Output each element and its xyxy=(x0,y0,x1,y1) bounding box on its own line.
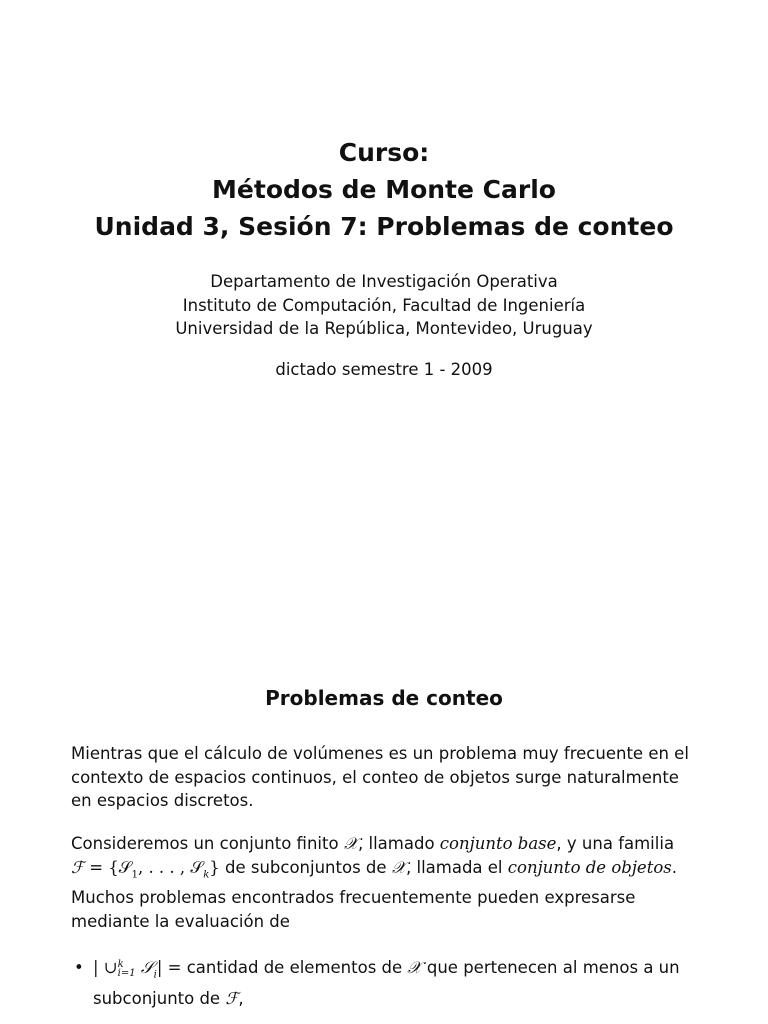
math-expression: } xyxy=(209,857,220,877)
math-limits xyxy=(118,960,136,978)
bullet-icon: • xyxy=(74,958,84,977)
paragraph-definitions xyxy=(71,832,711,933)
text-run: = cantidad de elementos de xyxy=(162,958,408,977)
section-title: Problemas de conteo xyxy=(265,686,503,710)
course-name: Métodos de Monte Carlo xyxy=(212,175,556,204)
math-symbol-x: 𝒳 xyxy=(343,834,359,853)
emphasis-term: conjunto de objetos xyxy=(507,857,672,877)
content-slide xyxy=(0,640,768,1024)
text-run: que pertenecen al menos a un xyxy=(421,958,680,977)
math-expression: , . . . , 𝒮 xyxy=(137,857,204,877)
math-superscript: k xyxy=(117,958,124,970)
department: Departamento de Investigación Operativa xyxy=(210,272,558,291)
math-expression: = {𝒮 xyxy=(83,857,132,877)
text-run: , xyxy=(238,988,244,1008)
math-subscript: 1 xyxy=(131,868,138,880)
bullet-line xyxy=(93,987,721,1011)
math-subscript: k xyxy=(203,868,210,880)
paragraph-line xyxy=(71,832,711,856)
paragraph-line: en espacios discretos. xyxy=(71,791,254,810)
text-run: Consideremos un conjunto finito xyxy=(71,834,344,853)
affiliation xyxy=(0,270,768,341)
course-label: Curso: xyxy=(338,138,430,167)
text-run: subconjunto de xyxy=(93,988,226,1008)
math-subscript: i=1 xyxy=(117,967,136,979)
list-item xyxy=(71,956,721,1010)
university: Universidad de la República, Montevideo, Uruguay xyxy=(175,319,593,338)
text-run: , llamado xyxy=(358,834,440,853)
math-symbol-f: ℱ xyxy=(225,988,239,1008)
text-run: , llamada el xyxy=(406,857,508,877)
paragraph-line: Muchos problemas encontrados frecuentemente pueden expresarse xyxy=(71,888,636,908)
paragraph-line: contexto de espacios continuos, el conteo de objetos surge naturalmente xyxy=(71,767,679,787)
paragraph-line: mediante la evaluación de xyxy=(71,911,290,931)
text-run: , y una familia xyxy=(556,834,675,853)
bullet-list xyxy=(71,956,721,1010)
semester-note: dictado semestre 1 - 2009 xyxy=(275,360,493,379)
institute: Instituto de Computación, Facultad de Ingeniería xyxy=(182,295,586,315)
math-expression: | ∪ xyxy=(93,958,118,977)
paragraph-line: Mientras que el cálculo de volúmenes es un problema muy frecuente en el xyxy=(71,744,689,763)
math-symbol-x: 𝒳 xyxy=(407,958,422,977)
title-block xyxy=(0,134,768,245)
paragraph-line xyxy=(71,856,711,887)
math-symbol-s: 𝒮 xyxy=(135,958,154,977)
math-subscript: i xyxy=(153,969,157,981)
math-expression: | xyxy=(156,958,163,977)
session-title: Unidad 3, Sesión 7: Problemas de conteo xyxy=(94,212,674,241)
math-symbol-x: 𝒳 xyxy=(391,857,406,877)
math-symbol-f: ℱ xyxy=(71,857,84,877)
paragraph-intro xyxy=(71,742,711,813)
bullet-line xyxy=(93,956,721,987)
text-run: de subconjuntos de xyxy=(219,857,392,877)
emphasis-term: conjunto base xyxy=(439,834,557,853)
text-run: . xyxy=(671,857,677,877)
